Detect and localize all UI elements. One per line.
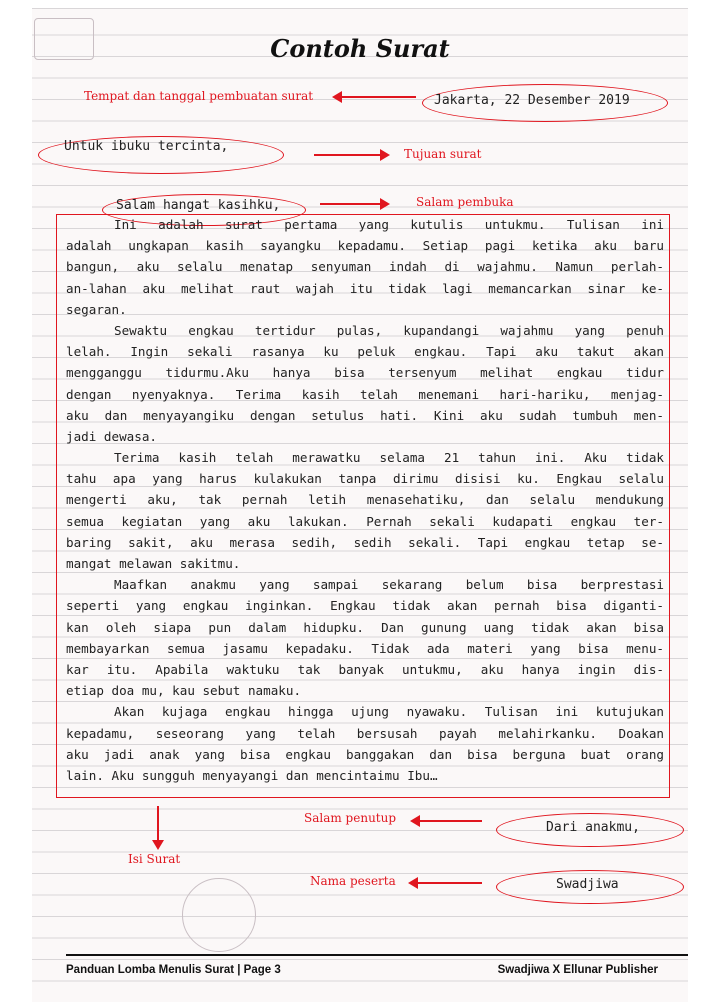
body-line: seperti yang engkau inginkan. Engkau tidak akan pernah bisa diganti- bbox=[66, 598, 664, 614]
letter-recipient: Untuk ibuku tercinta, bbox=[64, 139, 229, 154]
signature-arrow bbox=[416, 882, 482, 884]
body-line: jadi dewasa. bbox=[66, 428, 157, 444]
letter-greeting: Salam hangat kasihku, bbox=[116, 198, 281, 213]
closing-label: Salam penutup bbox=[304, 811, 397, 825]
body-line: etiap doa mu, kau sebut namaku. bbox=[66, 683, 302, 699]
body-line: tahu apa yang harus kulakukan tanpa dirimu disisi ku. Engkau selalu bbox=[66, 471, 664, 487]
body-line: lain. Aku sungguh menyayangi dan mencintaimu Ibu… bbox=[66, 767, 438, 783]
body-line: an-lahan aku melihat raut wajah itu tidak lagi memancarkan sinar ke- bbox=[66, 280, 664, 296]
page-title: Contoh Surat bbox=[270, 34, 450, 63]
round-stamp-decoration bbox=[182, 878, 256, 952]
body-line: kan oleh siapa pun dalam hidupku. Dan gunung uang tidak akan bisa bbox=[66, 619, 664, 635]
body-line: dengan nyenyaknya. Terima kasih telah menemani hari-hariku, menjag- bbox=[66, 386, 664, 402]
body-line: Akan kujaga engkau hingga ujung nyawaku. Tulisan ini kutujukan bbox=[114, 704, 664, 720]
body-arrow bbox=[157, 806, 159, 842]
signature-label: Nama peserta bbox=[310, 874, 396, 888]
body-label: Isi Surat bbox=[128, 852, 181, 866]
body-line: bangun, aku selalu menatap senyuman indah di wajahmu. Namun perlah- bbox=[66, 259, 664, 275]
letter-page bbox=[32, 8, 688, 1002]
closing-arrow bbox=[418, 820, 482, 822]
body-line: baring sakit, aku merasa sedih, sedih sekali. Tapi engkau tetap se- bbox=[66, 534, 664, 550]
body-line: Ini adalah surat pertama yang kutulis untukmu. Tulisan ini bbox=[114, 217, 664, 232]
date-label: Tempat dan tanggal pembuatan surat bbox=[84, 89, 314, 103]
footer-right: Swadjiwa X Ellunar Publisher bbox=[497, 964, 658, 976]
letter-signature: Swadjiwa bbox=[556, 877, 619, 892]
recipient-arrow bbox=[314, 154, 382, 156]
body-line: Sewaktu engkau tertidur pulas, kupandangi wajahmu yang penuh bbox=[114, 322, 664, 338]
body-line: Terima kasih telah merawatku selama 21 tahun ini. Aku tidak bbox=[114, 450, 664, 466]
date-arrow bbox=[340, 96, 416, 98]
body-line: kepadamu, seseorang yang telah bersusah payah melahirkanku. Doakan bbox=[66, 725, 664, 741]
footer-rule bbox=[66, 954, 688, 956]
greeting-arrow bbox=[320, 203, 382, 205]
body-line: segaran. bbox=[66, 301, 127, 317]
body-line: lelah. Ingin sekali rasanya ku peluk engkau. Tapi aku takut akan bbox=[66, 344, 664, 360]
body-line: aku jadi anak yang bisa engkau banggakan dan bisa berguna buat orang bbox=[66, 746, 664, 762]
letter-body bbox=[66, 214, 664, 786]
letter-date: Jakarta, 22 Desember 2019 bbox=[434, 93, 630, 108]
footer-left: Panduan Lomba Menulis Surat | Page 3 bbox=[66, 964, 281, 976]
body-line: mangat melawan sakitmu. bbox=[66, 556, 241, 571]
recipient-label: Tujuan surat bbox=[404, 147, 482, 161]
body-line: semua kegiatan yang aku lakukan. Pernah sekali kudapati engkau ter- bbox=[66, 513, 664, 529]
body-line: membayarkan semua jasamu kepadaku. Tidak ada materi yang bisa menu- bbox=[66, 640, 664, 656]
letter-closing: Dari anakmu, bbox=[546, 820, 640, 835]
body-line: Maafkan anakmu yang sampai sekarang belum bisa berprestasi bbox=[114, 577, 664, 593]
body-line: kar itu. Apabila waktuku tak banyak untukmu, aku hanya ingin dis- bbox=[66, 661, 664, 677]
body-line: mengerti aku, tak pernah letih menasehatiku, dan selalu mendukung bbox=[66, 492, 664, 508]
body-line: adalah ungkapan kasih sayangku kepadamu. Setiap pagi ketika aku baru bbox=[66, 238, 664, 254]
body-line: aku dan menyayangiku dengan setulus hati. Kini aku sudah tumbuh men- bbox=[66, 407, 664, 423]
body-line: mengganggu tidurmu.Aku hanya bisa tersenyum melihat engkau tidur bbox=[66, 365, 664, 381]
greeting-label: Salam pembuka bbox=[416, 195, 514, 209]
